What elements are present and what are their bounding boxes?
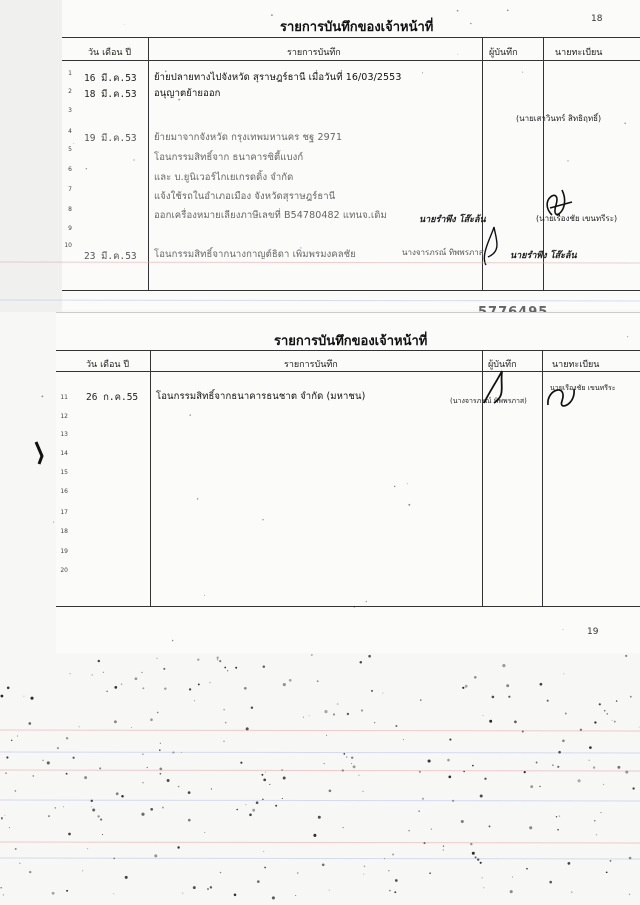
- header-recorder: ผู้บันทึก: [489, 48, 518, 58]
- row-number: 3: [68, 107, 72, 114]
- entry-text: อนุญาตย้ายออก: [154, 88, 221, 99]
- header-date: วัน เดือน ปี: [86, 360, 130, 370]
- row-number: 1: [68, 70, 72, 77]
- registrar-signature-name: (นายเสาวินทร์ สิทธิฤทธิ์): [516, 114, 602, 123]
- row-number: 6: [68, 166, 72, 173]
- registrar-signature-name: นายเรืองชัย เขนทรีระ: [550, 384, 616, 392]
- entry-date: 19 มี.ค.53: [84, 133, 137, 144]
- row-number: 7: [68, 186, 72, 193]
- row-number: 18: [60, 528, 68, 535]
- row-number: 10: [64, 242, 72, 249]
- row-number: 20: [60, 567, 68, 574]
- row-number: 11: [60, 394, 68, 401]
- registrar-signature-name: (นายเรืองชัย เขนทรีระ): [536, 214, 618, 223]
- entry-date: 18 มี.ค.53: [84, 89, 137, 100]
- row-number: 2: [68, 88, 72, 95]
- row-number: 19: [60, 548, 68, 555]
- entry-text: โอนกรรมสิทธิ์จากธนาคารธนชาต จำกัด (มหาชน): [156, 391, 366, 402]
- header-date: วัน เดือน ปี: [88, 48, 132, 58]
- header-record: รายการบันทึก: [287, 48, 341, 58]
- entry-text: ออกเครื่องหมายเลียงภาษีเลขที่ B54780482 แทนจ.เดิม: [154, 210, 387, 221]
- entry-text: โอนกรรมสิทธิ์จาก ธนาคารซิตี้แบงก์: [154, 152, 304, 163]
- entry-date: 16 มี.ค.53: [84, 73, 137, 84]
- entry-text: โอนกรรมสิทธิ์จากนางกาญต์ธิดา เพิ่มพรมงคลชัย: [154, 249, 356, 260]
- entry-text: ย้ายปลายทางไปจังหวัด สุราษฎร์ธานี เมื่อวันที่ 16/03/2553: [154, 72, 402, 83]
- row-number: 13: [60, 431, 68, 438]
- entry-text: แจ้งใช้รถในอำเภอเมือง จังหวัดสุราษฎร์ธานี: [154, 191, 336, 202]
- page-number: 18: [591, 14, 603, 24]
- page-number: 19: [587, 627, 599, 637]
- row-number: 12: [60, 413, 68, 420]
- entry-text: ย้ายมาจากจังหวัด กรุงเทพมหานคร ชฐ 2971: [154, 132, 343, 143]
- header-registrar: นายทะเบียน: [552, 360, 600, 370]
- row-number: 9: [68, 225, 72, 232]
- row-number: 5: [68, 146, 72, 153]
- header-record: รายการบันทึก: [284, 360, 338, 370]
- row-number: 8: [68, 206, 72, 213]
- recorder-signature-name: นางจารภรณ์ ทิพพรภาส: [402, 248, 484, 257]
- header-recorder: ผู้บันทึก: [488, 360, 517, 370]
- page-title: รายการบันทึกของเจ้าหน้าที่: [274, 334, 428, 349]
- entry-date: 23 มี.ค.53: [84, 251, 137, 262]
- entry-date: 26 ก.ค.55: [86, 392, 139, 403]
- row-number: 4: [68, 128, 72, 135]
- recorder-signature: นายรำพึง โส๊ะล้น: [419, 215, 486, 225]
- recorder-signature-name: (นางจารภรณ์ ทิพพรภาส): [450, 397, 527, 405]
- row-number: 14: [60, 450, 68, 457]
- row-number: 17: [60, 509, 68, 516]
- header-registrar: นายทะเบียน: [555, 48, 603, 58]
- page-title: รายการบันทึกของเจ้าหน้าที่: [280, 20, 434, 35]
- entry-text: และ บ.ยูนิเวอร์ไกเยเกรดดิ้ง จำกัด: [154, 172, 294, 183]
- row-number: 16: [60, 488, 68, 495]
- registrar-signature: นายรำพึง โส๊ะล้น: [510, 251, 577, 261]
- row-number: 15: [60, 469, 68, 476]
